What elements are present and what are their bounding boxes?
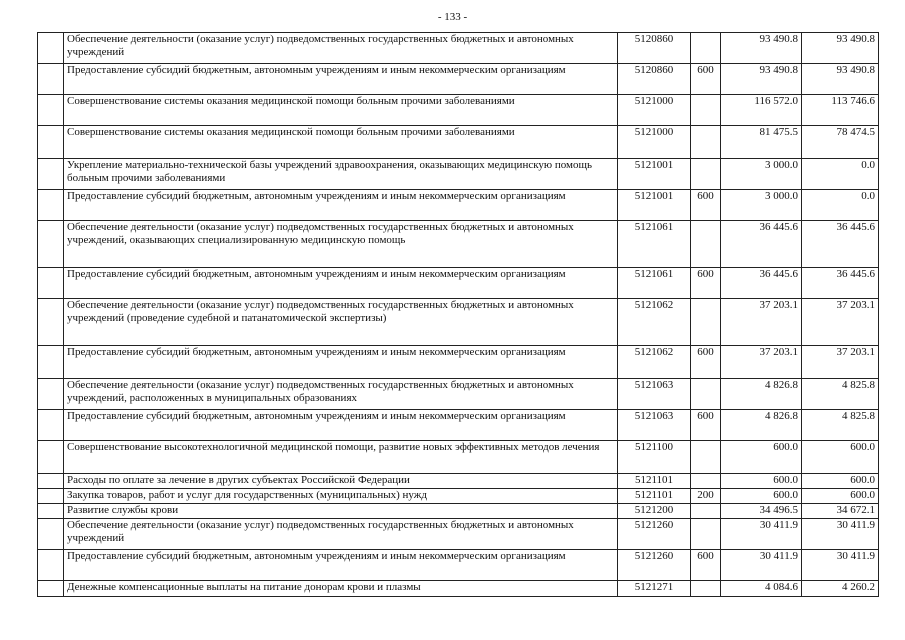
target-code: 5121260 [618,519,691,550]
amount-1: 600.0 [721,489,802,504]
table-row [38,190,879,221]
table-row [38,519,879,550]
amount-1: 600.0 [721,474,802,489]
table-row [38,441,879,474]
row-number-cell [38,221,64,268]
expense-type: 600 [691,190,721,221]
target-code: 5121100 [618,441,691,474]
table-row [38,410,879,441]
amount-2: 34 672.1 [802,504,879,519]
amount-2: 4 825.8 [802,410,879,441]
expense-type: 600 [691,346,721,379]
row-number-cell [38,33,64,64]
item-name: Расходы по оплате за лечение в других субъектах Российской Федерации [64,474,618,489]
row-number-cell [38,159,64,190]
row-number-cell [38,126,64,159]
item-name: Развитие службы крови [64,504,618,519]
expense-type [691,221,721,268]
row-number-cell [38,190,64,221]
expense-type [691,159,721,190]
expense-type [691,95,721,126]
table-row [38,346,879,379]
table-row [38,299,879,346]
expense-type [691,519,721,550]
table-row [38,581,879,597]
table-row [38,550,879,581]
target-code: 5120860 [618,64,691,95]
table-row [38,159,879,190]
table-row [38,64,879,95]
item-name: Совершенствование высокотехнологичной медицинской помощи, развитие новых эффективных методов лечения [64,441,618,474]
item-name: Обеспечение деятельности (оказание услуг) подведомственных государственных бюджетных и автономных учреждений, расположенных в муниципальных образованиях [64,379,618,410]
item-name: Предоставление субсидий бюджетным, автономным учреждениям и иным некоммерческим организациям [64,268,618,299]
row-number-cell [38,489,64,504]
item-name: Укрепление материально-технической базы учреждений здравоохранения, оказывающих медицинскую помощь больным прочими заболеваниями [64,159,618,190]
amount-1: 37 203.1 [721,299,802,346]
item-name: Предоставление субсидий бюджетным, автономным учреждениям и иным некоммерческим организациям [64,550,618,581]
amount-2: 36 445.6 [802,268,879,299]
amount-2: 37 203.1 [802,346,879,379]
target-code: 5120860 [618,33,691,64]
amount-2: 600.0 [802,441,879,474]
row-number-cell [38,379,64,410]
table-row [38,379,879,410]
amount-1: 36 445.6 [721,268,802,299]
target-code: 5121062 [618,299,691,346]
amount-2: 113 746.6 [802,95,879,126]
item-name: Обеспечение деятельности (оказание услуг) подведомственных государственных бюджетных и автономных учреждений (проведение судебной и патанатомической экспертизы) [64,299,618,346]
row-number-cell [38,64,64,95]
amount-1: 30 411.9 [721,519,802,550]
target-code: 5121062 [618,346,691,379]
amount-2: 78 474.5 [802,126,879,159]
amount-2: 600.0 [802,474,879,489]
target-code: 5121271 [618,581,691,597]
row-number-cell [38,550,64,581]
budget-table [37,32,879,597]
expense-type: 600 [691,550,721,581]
target-code: 5121001 [618,190,691,221]
row-number-cell [38,504,64,519]
amount-2: 30 411.9 [802,519,879,550]
expense-type: 200 [691,489,721,504]
amount-2: 93 490.8 [802,33,879,64]
amount-1: 30 411.9 [721,550,802,581]
target-code: 5121063 [618,410,691,441]
row-number-cell [38,474,64,489]
amount-1: 116 572.0 [721,95,802,126]
amount-1: 600.0 [721,441,802,474]
item-name: Совершенствование системы оказания медицинской помощи больным прочими заболеваниями [64,95,618,126]
expense-type: 600 [691,268,721,299]
item-name: Предоставление субсидий бюджетным, автономным учреждениям и иным некоммерческим организациям [64,346,618,379]
row-number-cell [38,95,64,126]
expense-type [691,581,721,597]
target-code: 5121101 [618,489,691,504]
table-row [38,221,879,268]
table-row [38,268,879,299]
expense-type: 600 [691,64,721,95]
row-number-cell [38,581,64,597]
target-code: 5121063 [618,379,691,410]
expense-type [691,299,721,346]
table-row [38,489,879,504]
amount-1: 36 445.6 [721,221,802,268]
amount-1: 81 475.5 [721,126,802,159]
table-row [38,95,879,126]
target-code: 5121061 [618,221,691,268]
expense-type [691,441,721,474]
table-row [38,474,879,489]
amount-1: 4 826.8 [721,410,802,441]
row-number-cell [38,441,64,474]
amount-2: 37 203.1 [802,299,879,346]
expense-type: 600 [691,410,721,441]
item-name: Обеспечение деятельности (оказание услуг) подведомственных государственных бюджетных и автономных учреждений [64,33,618,64]
amount-1: 37 203.1 [721,346,802,379]
amount-1: 93 490.8 [721,33,802,64]
item-name: Денежные компенсационные выплаты на питание донорам крови и плазмы [64,581,618,597]
row-number-cell [38,410,64,441]
target-code: 5121000 [618,126,691,159]
table-row [38,504,879,519]
amount-2: 4 260.2 [802,581,879,597]
table-row [38,126,879,159]
item-name: Обеспечение деятельности (оказание услуг) подведомственных государственных бюджетных и автономных учреждений [64,519,618,550]
amount-1: 34 496.5 [721,504,802,519]
item-name: Предоставление субсидий бюджетным, автономным учреждениям и иным некоммерческим организациям [64,190,618,221]
expense-type [691,379,721,410]
item-name: Совершенствование системы оказания медицинской помощи больным прочими заболеваниями [64,126,618,159]
amount-2: 0.0 [802,190,879,221]
amount-2: 0.0 [802,159,879,190]
amount-1: 93 490.8 [721,64,802,95]
expense-type [691,474,721,489]
row-number-cell [38,299,64,346]
amount-2: 36 445.6 [802,221,879,268]
table-row [38,33,879,64]
page-number: - 133 - [437,11,468,23]
amount-1: 4 084.6 [721,581,802,597]
target-code: 5121260 [618,550,691,581]
target-code: 5121101 [618,474,691,489]
target-code: 5121061 [618,268,691,299]
expense-type [691,504,721,519]
amount-2: 600.0 [802,489,879,504]
expense-type [691,126,721,159]
amount-2: 93 490.8 [802,64,879,95]
amount-1: 3 000.0 [721,190,802,221]
target-code: 5121001 [618,159,691,190]
amount-1: 4 826.8 [721,379,802,410]
item-name: Предоставление субсидий бюджетным, автономным учреждениям и иным некоммерческим организациям [64,410,618,441]
row-number-cell [38,519,64,550]
amount-1: 3 000.0 [721,159,802,190]
item-name: Обеспечение деятельности (оказание услуг) подведомственных государственных бюджетных и автономных учреждений, оказывающих специализированную медицинскую помощь [64,221,618,268]
target-code: 5121200 [618,504,691,519]
item-name: Предоставление субсидий бюджетным, автономным учреждениям и иным некоммерческим организациям [64,64,618,95]
target-code: 5121000 [618,95,691,126]
row-number-cell [38,268,64,299]
expense-type [691,33,721,64]
amount-2: 30 411.9 [802,550,879,581]
item-name: Закупка товаров, работ и услуг для государственных (муниципальных) нужд [64,489,618,504]
row-number-cell [38,346,64,379]
amount-2: 4 825.8 [802,379,879,410]
